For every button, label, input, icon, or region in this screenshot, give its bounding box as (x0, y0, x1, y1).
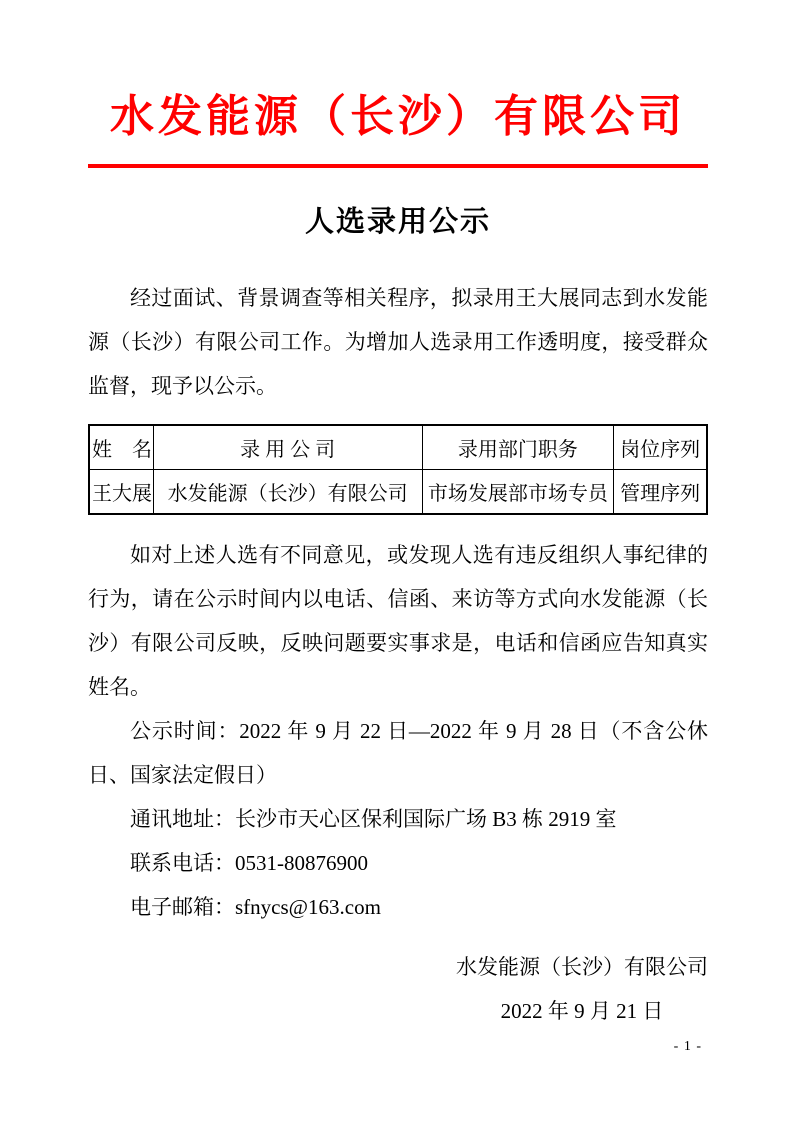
address-line: 通讯地址：长沙市天心区保利国际广场 B3 栋 2919 室 (130, 807, 617, 831)
phone-line: 联系电话：0531-80876900 (130, 851, 368, 875)
signature-date: 2022 年 9 月 21 日 (500, 999, 664, 1023)
cell-department-role: 市场发展部市场专员 (422, 470, 614, 515)
cell-hiring-company: 水发能源（长沙）有限公司 (153, 470, 422, 515)
table-row (89, 470, 707, 515)
publicity-period-line: 公示时间：2022 年 9 月 22 日—2022 年 9 月 28 日（不含公休日、国家法定假日） (88, 719, 708, 787)
email-line: 电子邮箱：sfnycs@163.com (130, 895, 381, 919)
col-header-name: 姓 名 (89, 425, 153, 470)
table-header-row (89, 425, 707, 470)
col-header-sequence: 岗位序列 (614, 425, 707, 470)
objection-paragraph: 如对上述人选有不同意见，或发现人选有违反组织人事纪律的行为，请在公示时间内以电话、信函、来访等方式向水发能源（长沙）有限公司反映，反映问题要实事求是，电话和信函应告知真实姓名。 (88, 543, 708, 699)
cell-candidate-name: 王大展 (89, 470, 153, 515)
intro-paragraph: 经过面试、背景调查等相关程序，拟录用王大展同志到水发能源（长沙）有限公司工作。为增加人选录用工作透明度，接受群众监督，现予以公示。 (88, 286, 708, 398)
letterhead-rule (88, 164, 708, 168)
document-title: 人选录用公示 (304, 206, 491, 238)
col-header-department: 录用部门职务 (422, 425, 614, 470)
page-number: - 1 - (673, 1039, 702, 1054)
letterhead-company-name: 水发能源（长沙）有限公司 (110, 92, 686, 141)
cell-position-sequence: 管理序列 (614, 470, 707, 515)
recruitment-table (88, 424, 708, 515)
signature-company: 水发能源（长沙）有限公司 (456, 955, 708, 979)
col-header-company: 录 用 公 司 (153, 425, 422, 470)
signature-block (88, 945, 708, 1033)
